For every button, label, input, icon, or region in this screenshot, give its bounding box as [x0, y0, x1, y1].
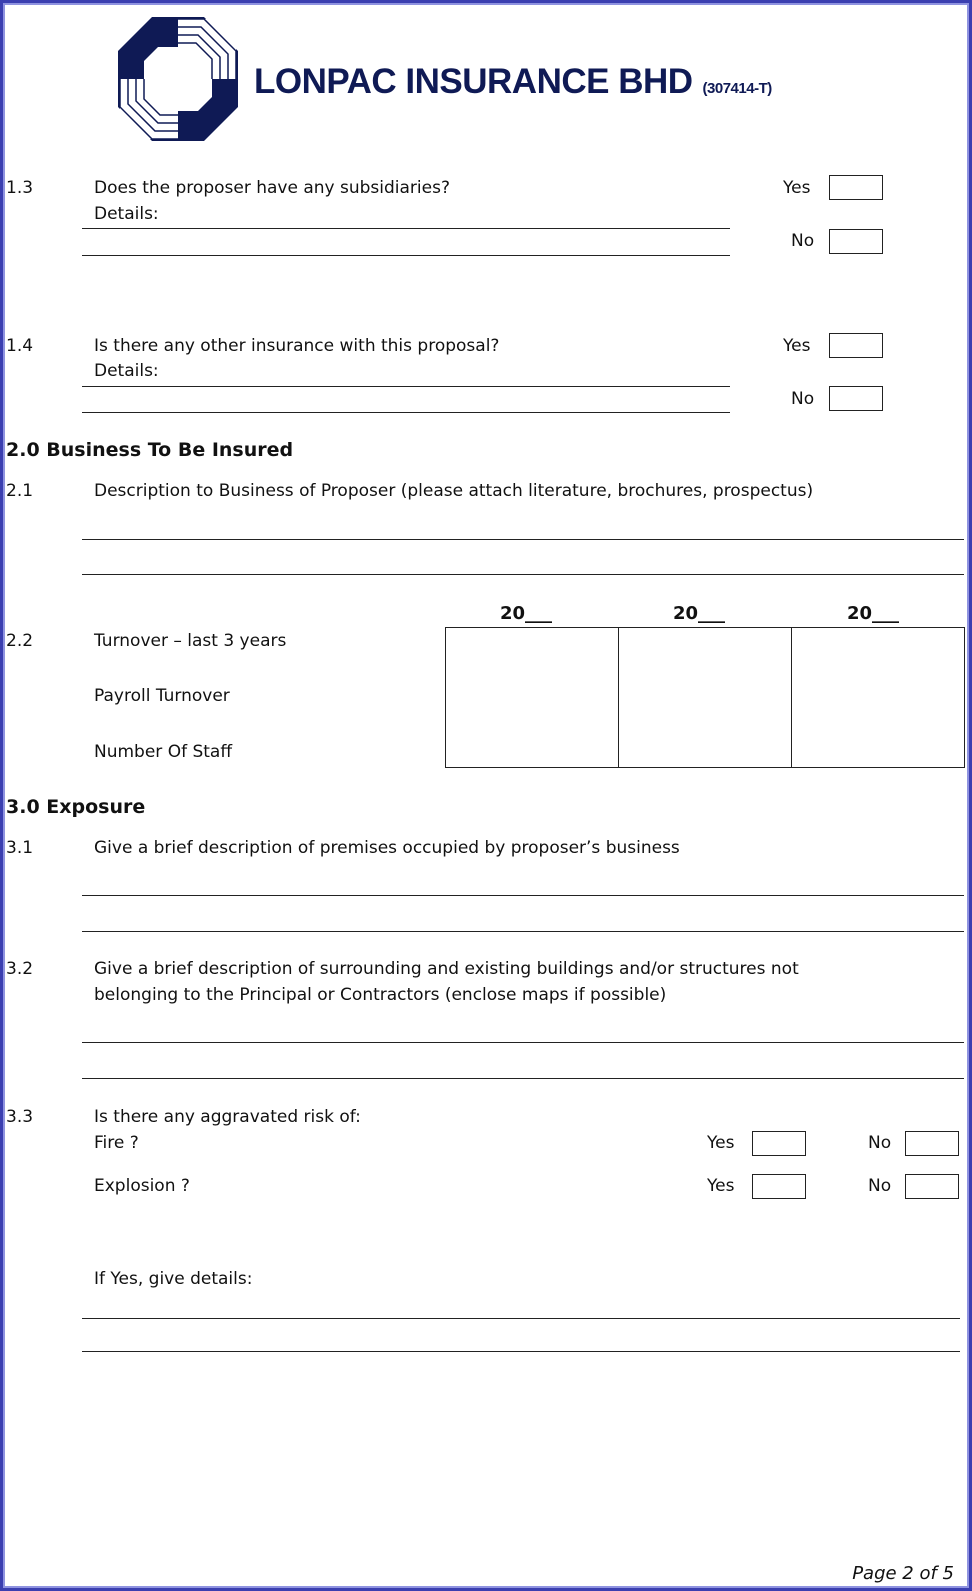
q1-4-number: 1.4 — [6, 336, 34, 356]
q3-2-question-line2: belonging to the Principal or Contractors (enclose maps if possible) — [94, 985, 667, 1005]
q3-3-number: 3.3 — [6, 1107, 34, 1127]
section-3-heading: 3.0 Exposure — [6, 796, 146, 818]
year-header-1: 20___ — [500, 603, 553, 624]
q3-2-answer-line[interactable] — [82, 1078, 964, 1079]
lonpac-logo-icon — [116, 15, 240, 143]
year-header-2: 20___ — [673, 603, 726, 624]
q1-4-details-line[interactable] — [82, 412, 730, 413]
fire-yes-label: Yes — [707, 1133, 735, 1153]
q3-2-number: 3.2 — [6, 959, 34, 979]
table-column-divider — [618, 628, 619, 767]
q1-4-yes-label: Yes — [783, 336, 811, 356]
explosion-label: Explosion ? — [94, 1176, 190, 1196]
q3-3-details-line[interactable] — [82, 1351, 960, 1352]
q1-4-yes-checkbox[interactable] — [829, 333, 883, 358]
q1-3-yes-label: Yes — [783, 178, 811, 198]
q3-1-answer-line[interactable] — [82, 895, 964, 896]
q1-3-number: 1.3 — [6, 178, 34, 198]
q3-1-question: Give a brief description of premises occupied by proposer’s business — [94, 838, 680, 858]
explosion-no-checkbox[interactable] — [905, 1174, 959, 1199]
q1-3-no-label: No — [791, 231, 815, 251]
q3-3-question: Is there any aggravated risk of: — [94, 1107, 361, 1127]
fire-yes-checkbox[interactable] — [752, 1131, 806, 1156]
table-column-divider — [791, 628, 792, 767]
fire-no-checkbox[interactable] — [905, 1131, 959, 1156]
explosion-no-label: No — [868, 1176, 892, 1196]
q2-1-answer-line[interactable] — [82, 574, 964, 575]
q3-1-answer-line[interactable] — [82, 931, 964, 932]
year-header-3: 20___ — [847, 603, 900, 624]
turnover-table[interactable] — [445, 627, 965, 768]
q1-3-details-line[interactable] — [82, 228, 730, 229]
q3-3-details-label: If Yes, give details: — [94, 1269, 253, 1289]
q1-4-details-line[interactable] — [82, 386, 730, 387]
q3-1-number: 3.1 — [6, 838, 34, 858]
fire-label: Fire ? — [94, 1133, 139, 1153]
q2-1-number: 2.1 — [6, 481, 34, 501]
section-2-heading: 2.0 Business To Be Insured — [6, 439, 294, 461]
explosion-yes-label: Yes — [707, 1176, 735, 1196]
q1-4-no-checkbox[interactable] — [829, 386, 883, 411]
q1-3-yes-checkbox[interactable] — [829, 175, 883, 200]
row-label-turnover: Turnover – last 3 years — [94, 631, 287, 651]
q3-2-answer-line[interactable] — [82, 1042, 964, 1043]
fire-no-label: No — [868, 1133, 892, 1153]
q1-3-no-checkbox[interactable] — [829, 229, 883, 254]
company-reg-no: (307414-T) — [702, 80, 772, 97]
q3-3-details-line[interactable] — [82, 1318, 960, 1319]
explosion-yes-checkbox[interactable] — [752, 1174, 806, 1199]
q1-3-details-line[interactable] — [82, 255, 730, 256]
q1-4-question: Is there any other insurance with this proposal? — [94, 336, 500, 356]
q1-4-no-label: No — [791, 389, 815, 409]
q1-3-question: Does the proposer have any subsidiaries? — [94, 178, 450, 198]
page-number: Page 2 of 5 — [852, 1563, 954, 1584]
q2-1-question: Description to Business of Proposer (please attach literature, brochures, prospectus) — [94, 481, 814, 501]
q3-2-question-line1: Give a brief description of surrounding and existing buildings and/or structures not — [94, 959, 799, 979]
q2-1-answer-line[interactable] — [82, 539, 964, 540]
q2-2-number: 2.2 — [6, 631, 34, 651]
row-label-payroll: Payroll Turnover — [94, 686, 230, 706]
company-name: LONPAC INSURANCE BHD (307414-T) — [254, 62, 772, 101]
q1-4-details-label: Details: — [94, 361, 159, 381]
q1-3-details-label: Details: — [94, 204, 159, 224]
row-label-staff: Number Of Staff — [94, 742, 233, 762]
